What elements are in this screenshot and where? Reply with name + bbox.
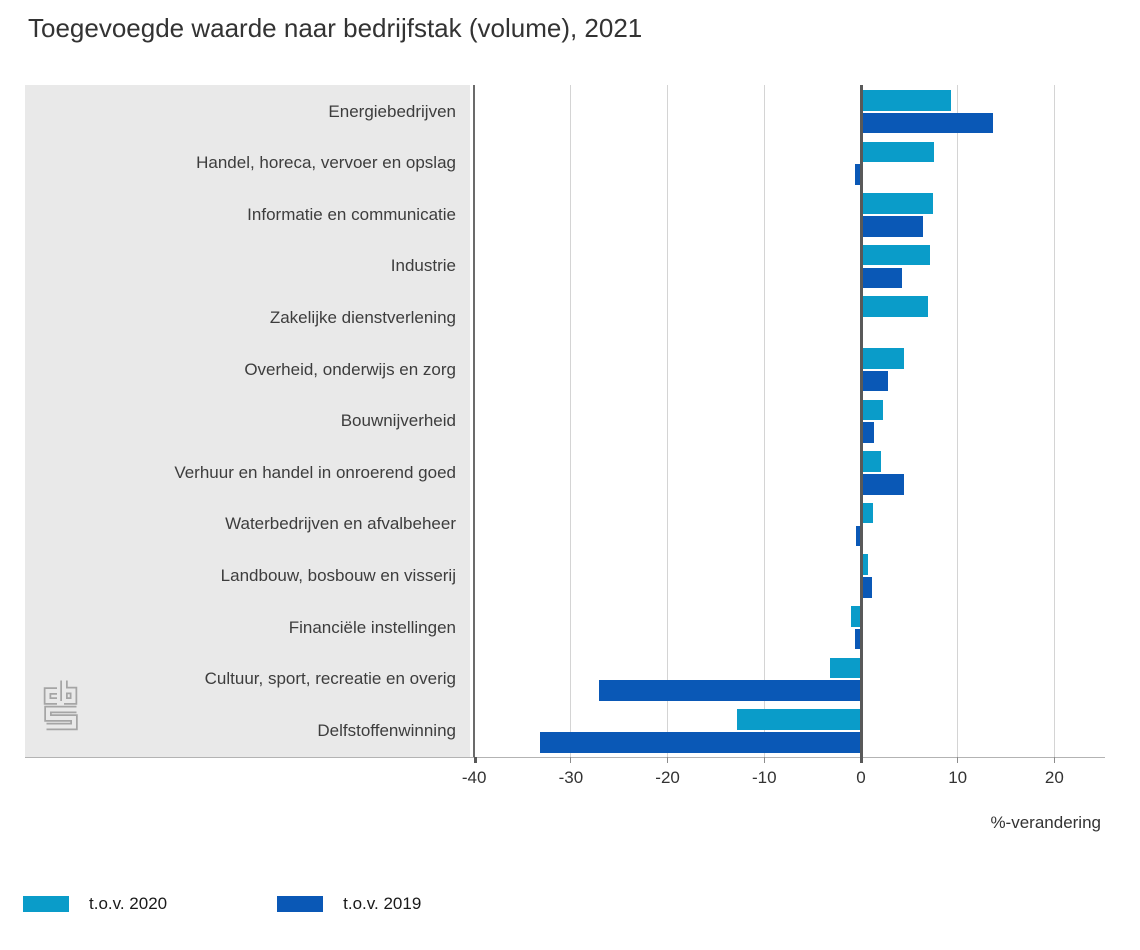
bar-2019-6 bbox=[861, 371, 888, 392]
x-tick-mark-20 bbox=[1054, 757, 1055, 763]
x-tick-label-0: 0 bbox=[856, 768, 866, 787]
gridline-x--40 bbox=[473, 85, 475, 757]
legend-label-tov-2020: t.o.v. 2020 bbox=[89, 894, 168, 913]
category-label: Financiële instellingen bbox=[288, 617, 456, 637]
category-label: Delfstoffenwinning bbox=[317, 720, 456, 740]
bar-2020-6 bbox=[861, 348, 904, 369]
gridline-x--30 bbox=[570, 85, 571, 757]
bar-2020-4 bbox=[861, 245, 930, 266]
zero-axis-line bbox=[860, 85, 863, 757]
category-label: Zakelijke dienstverlening bbox=[269, 307, 456, 327]
legend-swatch-tov-2019 bbox=[277, 896, 323, 912]
gridline-x-20 bbox=[1054, 85, 1055, 757]
category-label: Waterbedrijven en afvalbeheer bbox=[225, 514, 456, 534]
category-label: Overheid, onderwijs en zorg bbox=[244, 359, 456, 379]
bar-2019-13 bbox=[540, 732, 861, 753]
chart-title: Toegevoegde waarde naar bedrijfstak (volume), 2021 bbox=[28, 13, 643, 43]
gridline-x--10 bbox=[764, 85, 765, 757]
x-tick-mark-10 bbox=[957, 757, 958, 763]
bar-2019-12 bbox=[599, 680, 861, 701]
category-label: Landbouw, bosbouw en visserij bbox=[220, 565, 456, 585]
x-tick-label--10: -10 bbox=[752, 768, 777, 787]
category-label: Handel, horeca, vervoer en opslag bbox=[196, 153, 456, 173]
bar-2020-3 bbox=[861, 193, 933, 214]
legend bbox=[23, 888, 421, 920]
bar-2020-13 bbox=[737, 709, 861, 730]
bar-2019-4 bbox=[861, 268, 902, 289]
category-label: Industrie bbox=[390, 256, 456, 276]
bar-2019-7 bbox=[861, 422, 874, 443]
bar-2020-5 bbox=[861, 296, 928, 317]
gridline-x-10 bbox=[957, 85, 958, 757]
bar-2019-10 bbox=[861, 577, 872, 598]
x-tick-label-20: 20 bbox=[1044, 768, 1064, 787]
bar-2020-7 bbox=[861, 400, 883, 421]
legend-label-tov-2019: t.o.v. 2019 bbox=[343, 894, 422, 913]
x-axis-title: %-verandering bbox=[990, 813, 1101, 832]
bar-2020-2 bbox=[861, 142, 934, 163]
category-label: Energiebedrijven bbox=[328, 101, 456, 121]
legend-swatch-tov-2020 bbox=[23, 896, 69, 912]
plot-area bbox=[470, 85, 1105, 757]
x-tick-mark--40 bbox=[474, 757, 477, 763]
x-tick-label--40: -40 bbox=[461, 768, 487, 787]
x-tick-mark--30 bbox=[570, 757, 571, 763]
category-label: Cultuur, sport, recreatie en overig bbox=[204, 669, 456, 689]
x-tick-mark-0 bbox=[860, 757, 863, 763]
bar-2020-8 bbox=[861, 451, 881, 472]
bar-2020-1 bbox=[861, 90, 951, 111]
category-label: Verhuur en handel in onroerend goed bbox=[174, 462, 456, 482]
x-tick-mark--10 bbox=[764, 757, 765, 763]
bar-2020-12 bbox=[830, 658, 861, 679]
x-axis-baseline bbox=[25, 757, 1105, 758]
x-tick-label--20: -20 bbox=[655, 768, 680, 787]
x-tick-label-10: 10 bbox=[948, 768, 968, 787]
category-label: Bouwnijverheid bbox=[340, 411, 456, 431]
bar-2019-1 bbox=[861, 113, 993, 134]
x-tick-label--30: -30 bbox=[558, 768, 584, 787]
x-tick-mark--20 bbox=[667, 757, 668, 763]
gridline-x--20 bbox=[667, 85, 668, 757]
bar-2020-9 bbox=[861, 503, 873, 524]
bar-2019-8 bbox=[861, 474, 904, 495]
bar-2019-3 bbox=[861, 216, 923, 237]
category-label: Informatie en communicatie bbox=[247, 204, 456, 224]
